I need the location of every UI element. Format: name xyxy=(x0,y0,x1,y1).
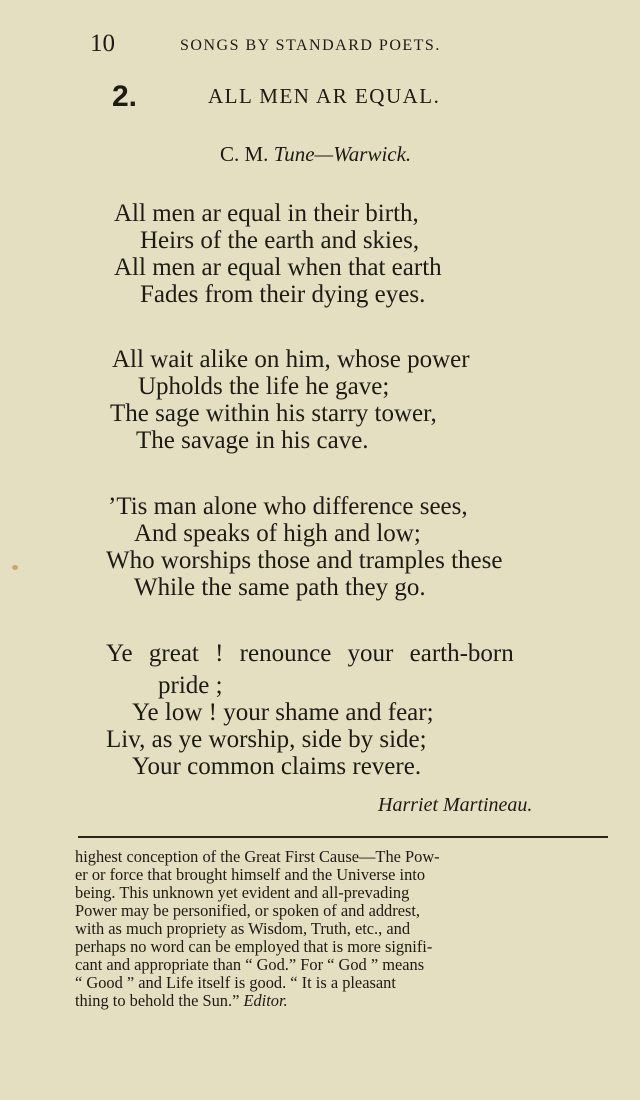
verse-line: ’Tis man alone who difference sees, xyxy=(108,493,468,520)
footnote-line: Power may be personified, or spoken of and addrest, xyxy=(75,901,421,920)
footnote-line: er or force that brought himself and the Universe into xyxy=(75,865,426,884)
verse-line: Upholds the life he gave; xyxy=(138,373,390,400)
footnote-line: “ Good ” and Life itself is good. “ It is a pleasant xyxy=(75,973,396,992)
verse-line: Who worships those and tramples these xyxy=(106,547,503,574)
footnote-line: cant and appropriate than “ God.” For “ God ” means xyxy=(75,955,425,974)
tune: Tune—Warwick. xyxy=(273,142,412,166)
verse-line: And speaks of high and low; xyxy=(134,520,421,547)
footnote-line: highest conception of the Great First Cause—The Pow- xyxy=(75,847,440,866)
footnote-line: with as much propriety as Wisdom, Truth, etc., and xyxy=(75,919,411,938)
footnote-line: being. This unknown yet evident and all-prevading xyxy=(75,883,410,902)
verse-line: The savage in his cave. xyxy=(136,427,369,454)
footnote-line: perhaps no word can be employed that is more signifi- xyxy=(75,937,433,956)
page-number: 10 xyxy=(90,30,115,57)
verse-line: All men ar equal in their birth, xyxy=(114,200,419,227)
footnote-editor: Editor. xyxy=(243,991,288,1010)
footnote-divider xyxy=(78,836,608,838)
verse-line: Fades from their dying eyes. xyxy=(140,281,426,308)
paper-speck xyxy=(12,565,18,570)
verse-line: Ye low ! your shame and fear; xyxy=(132,699,434,726)
footnote-last-line xyxy=(75,992,288,1010)
verse-line: pride ; xyxy=(158,672,223,699)
verse-line: All men ar equal when that earth xyxy=(114,254,442,281)
verse-line: Heirs of the earth and skies, xyxy=(140,227,420,254)
hymn-number: 2. xyxy=(112,80,138,113)
running-title: SONGS BY STANDARD POETS. xyxy=(180,37,441,54)
verse-line: Ye great ! renounce your earth-born xyxy=(106,640,514,667)
running-head xyxy=(90,30,530,60)
verse-line: Your common claims revere. xyxy=(132,753,422,780)
author-attribution: Harriet Martineau. xyxy=(378,794,533,816)
verse-line: All wait alike on him, whose power xyxy=(112,346,470,373)
hymn-title: ALL MEN AR EQUAL. xyxy=(208,84,441,108)
meter: C. M. xyxy=(220,142,269,166)
verse-line: The sage within his starry tower, xyxy=(110,400,437,427)
footnote-line: thing to behold the Sun.” xyxy=(75,991,240,1010)
meter-tune-line xyxy=(220,142,411,167)
verse-line: Liv, as ye worship, side by side; xyxy=(106,726,427,753)
verse-line: While the same path they go. xyxy=(134,574,426,601)
